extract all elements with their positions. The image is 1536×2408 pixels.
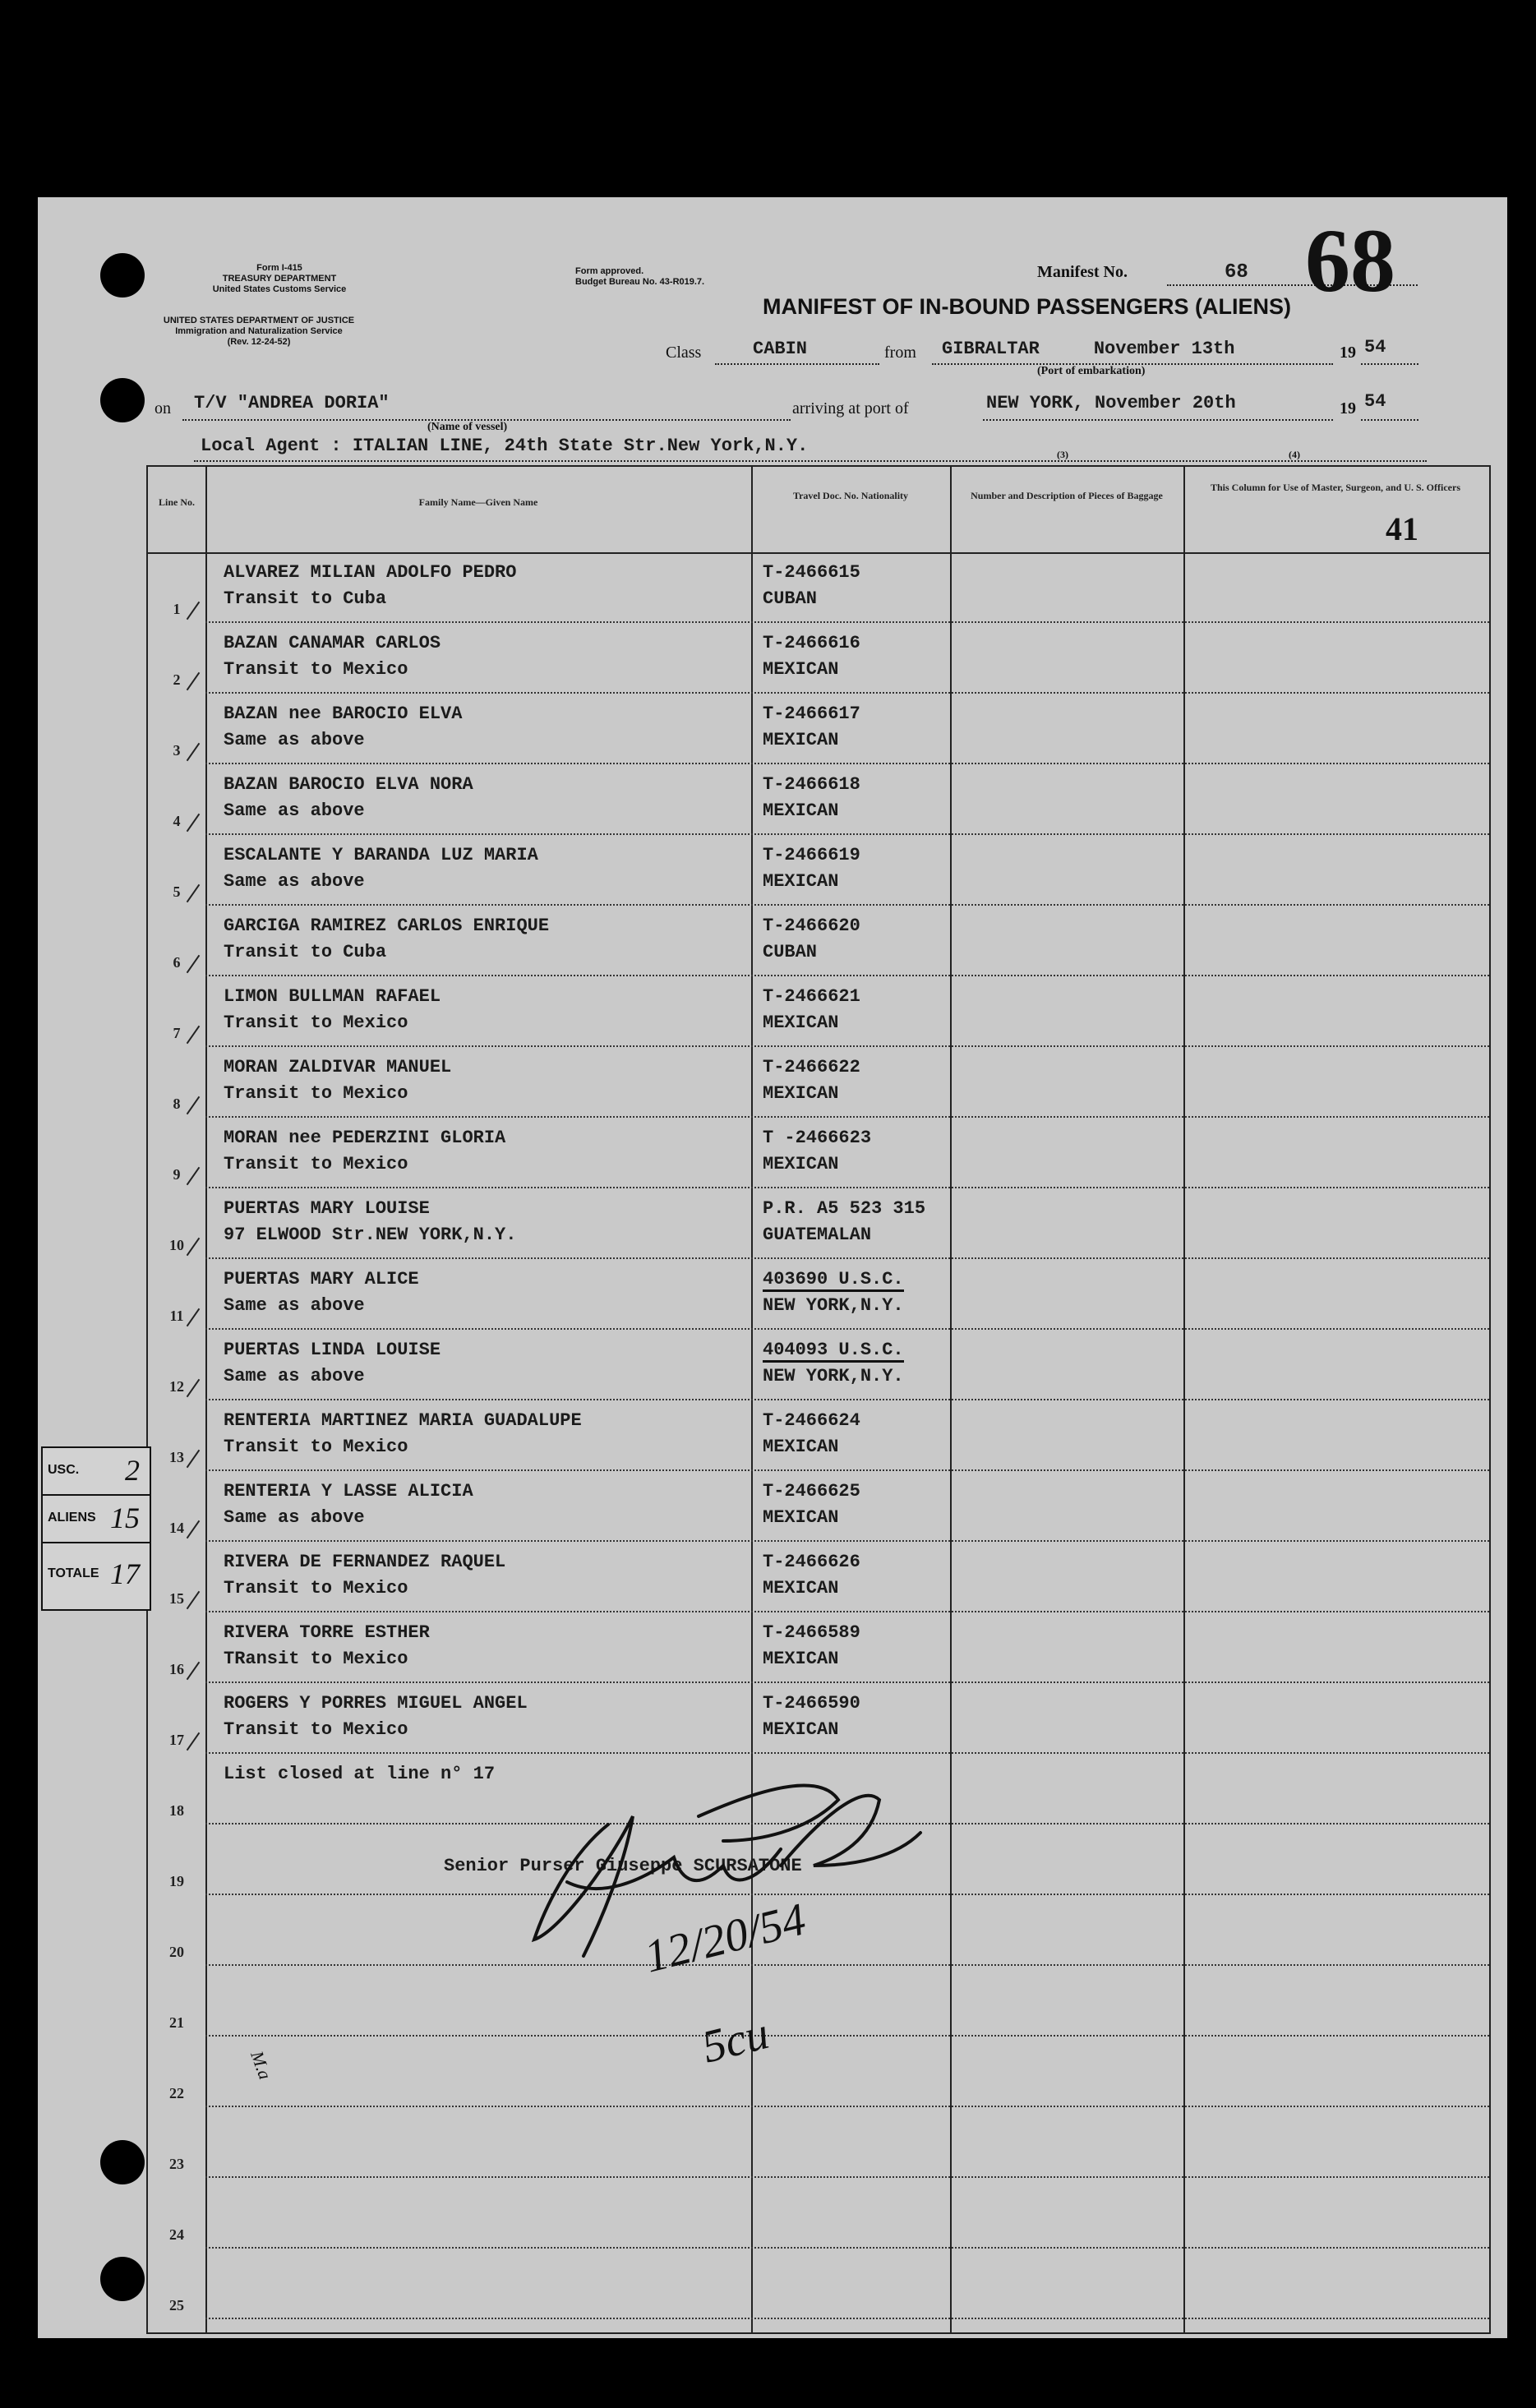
passenger-note: 97 ELWOOD Str.NEW YORK,N.Y. bbox=[224, 1225, 517, 1245]
nationality: MEXICAN bbox=[763, 1578, 839, 1598]
travel-doc-number: T-2466589 bbox=[763, 1622, 860, 1643]
nationality: CUBAN bbox=[763, 588, 818, 609]
line-number: 12 bbox=[169, 1378, 184, 1395]
nationality: NEW YORK,N.Y. bbox=[763, 1295, 904, 1316]
aliens-label: ALIENS bbox=[48, 1511, 96, 1525]
table-row bbox=[148, 1542, 1489, 1612]
col-baggage: Number and Description of Pieces of Baggage bbox=[971, 490, 1163, 501]
travel-doc-number: T-2466615 bbox=[763, 562, 860, 583]
passenger-name: GARCIGA RAMIREZ CARLOS ENRIQUE bbox=[224, 916, 550, 936]
passenger-name: List closed at line n° 17 bbox=[224, 1764, 496, 1784]
manifest-big-number: 68 bbox=[1305, 210, 1395, 311]
table-row bbox=[148, 1330, 1489, 1400]
form-number: Form I-415 bbox=[256, 263, 302, 273]
nationality: MEXICAN bbox=[763, 800, 839, 821]
travel-doc-number: T-2466590 bbox=[763, 1693, 860, 1714]
class-label: Class bbox=[666, 344, 702, 362]
passenger-name: RIVERA TORRE ESTHER bbox=[224, 1622, 430, 1643]
passenger-name: BAZAN BAROCIO ELVA NORA bbox=[224, 774, 473, 795]
margin-note: M.a bbox=[247, 2048, 276, 2083]
line-number: 1 bbox=[173, 601, 181, 617]
nationality: CUBAN bbox=[763, 942, 818, 962]
travel-doc-number: 403690 U.S.C. bbox=[763, 1269, 904, 1292]
passenger-name: PUERTAS MARY LOUISE bbox=[224, 1198, 430, 1219]
nationality: MEXICAN bbox=[763, 730, 839, 750]
travel-doc-number: T-2466621 bbox=[763, 986, 860, 1007]
travel-doc-number: T -2466623 bbox=[763, 1128, 872, 1148]
on-label: on bbox=[155, 399, 171, 417]
travel-doc-number: T-2466624 bbox=[763, 1410, 860, 1431]
line-number: 19 bbox=[169, 1873, 184, 1889]
passenger-note: Same as above bbox=[224, 800, 365, 821]
form-approved: Form approved. bbox=[575, 266, 644, 276]
nationality: GUATEMALAN bbox=[763, 1225, 872, 1245]
table-row bbox=[148, 906, 1489, 976]
line-number: 16 bbox=[169, 1661, 184, 1677]
col-name: Family Name—Given Name bbox=[418, 496, 538, 508]
table-row bbox=[148, 2249, 1489, 2319]
year-prefix-1: 19 bbox=[1340, 344, 1356, 362]
nationality: NEW YORK,N.Y. bbox=[763, 1366, 904, 1386]
row-rule bbox=[205, 2318, 1489, 2319]
col-line-no: Line No. bbox=[158, 496, 195, 508]
treasury-dept: TREASURY DEPARTMENT bbox=[222, 274, 337, 284]
nationality: MEXICAN bbox=[763, 1507, 839, 1528]
from-value: GIBRALTAR November 13th bbox=[942, 339, 1235, 359]
justice-header bbox=[131, 316, 386, 348]
passenger-note: Transit to Cuba bbox=[224, 942, 387, 962]
justice-dept: UNITED STATES DEPARTMENT OF JUSTICE bbox=[163, 316, 355, 325]
line-number: 17 bbox=[169, 1732, 184, 1748]
passenger-note: Transit to Mexico bbox=[224, 1437, 408, 1457]
table-row bbox=[148, 835, 1489, 906]
class-value: CABIN bbox=[753, 339, 808, 359]
handwritten-signature bbox=[510, 1767, 953, 2145]
totale-value: 17 bbox=[110, 1557, 140, 1590]
vessel-caption: (Name of vessel) bbox=[427, 421, 508, 433]
vessel-name: T/V "ANDREA DORIA" bbox=[194, 393, 390, 413]
passenger-name: BAZAN CANAMAR CARLOS bbox=[224, 633, 441, 653]
passenger-name: PUERTAS LINDA LOUISE bbox=[224, 1340, 441, 1360]
passenger-note: Transit to Mexico bbox=[224, 1719, 408, 1740]
aliens-tally bbox=[41, 1494, 151, 1543]
year-prefix-2: 19 bbox=[1340, 399, 1356, 417]
passenger-name: ESCALANTE Y BARANDA LUZ MARIA bbox=[224, 845, 538, 865]
table-row bbox=[148, 1612, 1489, 1683]
col-officers: This Column for Use of Master, Surgeon, and U. S. Officers bbox=[1210, 482, 1460, 493]
aliens-value: 15 bbox=[110, 1502, 140, 1534]
line-number: 7 bbox=[173, 1025, 181, 1041]
passenger-note: TRansit to Mexico bbox=[224, 1649, 408, 1669]
typed-signature: Senior Purser Giuseppe SCURSATONE bbox=[444, 1856, 802, 1876]
line-number: 15 bbox=[169, 1590, 184, 1607]
arriving-line bbox=[983, 419, 1333, 421]
totale-tally bbox=[41, 1542, 151, 1611]
passenger-note: Transit to Mexico bbox=[224, 1083, 408, 1104]
form-header-left bbox=[140, 263, 419, 295]
travel-doc-number: 404093 U.S.C. bbox=[763, 1340, 904, 1363]
agent-line bbox=[194, 460, 1427, 462]
usc-value: 2 bbox=[125, 1454, 140, 1487]
passenger-note: Same as above bbox=[224, 871, 365, 892]
table-row bbox=[148, 764, 1489, 835]
line-number: 20 bbox=[169, 1944, 184, 1960]
nationality: MEXICAN bbox=[763, 1719, 839, 1740]
table-row bbox=[148, 1188, 1489, 1259]
local-agent: Local Agent : ITALIAN LINE, 24th State Str.New York,N.Y. bbox=[201, 436, 809, 456]
travel-doc-number: T-2466622 bbox=[763, 1057, 860, 1077]
table-row bbox=[148, 623, 1489, 694]
line-number: 5 bbox=[173, 883, 181, 900]
punch-hole bbox=[100, 2257, 145, 2301]
passenger-note: Same as above bbox=[224, 1366, 365, 1386]
travel-doc-number: P.R. A5 523 315 bbox=[763, 1198, 926, 1219]
travel-doc-number: T-2466626 bbox=[763, 1552, 860, 1572]
line-number: 23 bbox=[169, 2156, 184, 2172]
table-row bbox=[148, 552, 1489, 623]
line-number: 21 bbox=[169, 2014, 184, 2031]
passenger-name: PUERTAS MARY ALICE bbox=[224, 1269, 419, 1289]
line-number: 11 bbox=[169, 1308, 184, 1324]
year-suffix-2: 54 bbox=[1364, 391, 1386, 412]
usc-tally bbox=[41, 1446, 151, 1496]
travel-doc-number: T-2466616 bbox=[763, 633, 860, 653]
travel-doc-number: T-2466619 bbox=[763, 845, 860, 865]
col-travel-doc: Travel Doc. No. Nationality bbox=[792, 490, 909, 501]
table-row bbox=[148, 1400, 1489, 1471]
passenger-name: ROGERS Y PORRES MIGUEL ANGEL bbox=[224, 1693, 528, 1714]
table-row bbox=[148, 1683, 1489, 1754]
passenger-name: LIMON BULLMAN RAFAEL bbox=[224, 986, 441, 1007]
nationality: MEXICAN bbox=[763, 1154, 839, 1174]
nationality: MEXICAN bbox=[763, 871, 839, 892]
year-suffix-1: 54 bbox=[1364, 337, 1386, 358]
year-line-1 bbox=[1361, 363, 1418, 365]
table-row bbox=[148, 1471, 1489, 1542]
manifest-title: MANIFEST OF IN-BOUND PASSENGERS (ALIENS) bbox=[763, 294, 1292, 319]
passenger-note: Same as above bbox=[224, 730, 365, 750]
passenger-name: BAZAN nee BAROCIO ELVA bbox=[224, 703, 463, 724]
margin-number: 41 bbox=[1386, 510, 1418, 547]
table-row bbox=[148, 976, 1489, 1047]
from-label: from bbox=[884, 344, 916, 362]
signature-date: 12/20/54 bbox=[639, 1894, 811, 1983]
budget-bureau: Budget Bureau No. 43-R019.7. bbox=[575, 277, 705, 287]
nationality: MEXICAN bbox=[763, 1649, 839, 1669]
table-row bbox=[148, 2178, 1489, 2249]
line-number: 9 bbox=[173, 1166, 181, 1183]
table-row bbox=[148, 1259, 1489, 1330]
travel-doc-number: T-2466617 bbox=[763, 703, 860, 724]
year-line-2 bbox=[1361, 419, 1418, 421]
nationality: MEXICAN bbox=[763, 1013, 839, 1033]
passenger-note: Transit to Cuba bbox=[224, 588, 387, 609]
nationality: MEXICAN bbox=[763, 659, 839, 680]
line-number: 4 bbox=[173, 813, 181, 829]
line-number: 8 bbox=[173, 1096, 181, 1112]
passenger-name: RENTERIA Y LASSE ALICIA bbox=[224, 1481, 473, 1502]
travel-doc-number: T-2466618 bbox=[763, 774, 860, 795]
passenger-name: ALVAREZ MILIAN ADOLFO PEDRO bbox=[224, 562, 517, 583]
line-number: 6 bbox=[173, 954, 181, 971]
line-number: 3 bbox=[173, 742, 181, 759]
revision-date: (Rev. 12-24-52) bbox=[227, 337, 291, 347]
table-row bbox=[148, 694, 1489, 764]
caption-3: (3) bbox=[1057, 449, 1068, 460]
line-number: 14 bbox=[169, 1520, 184, 1536]
passenger-note: Transit to Mexico bbox=[224, 1578, 408, 1598]
usc-label: USC. bbox=[48, 1463, 80, 1477]
punch-hole bbox=[100, 253, 145, 298]
punch-hole bbox=[100, 2140, 145, 2184]
nationality: MEXICAN bbox=[763, 1437, 839, 1457]
line-number: 18 bbox=[169, 1802, 184, 1819]
line-number: 24 bbox=[169, 2226, 184, 2243]
ins-service: Immigration and Naturalization Service bbox=[175, 326, 343, 336]
passenger-note: Transit to Mexico bbox=[224, 1154, 408, 1174]
manifest-no-label: Manifest No. bbox=[1037, 263, 1128, 281]
passenger-note: Same as above bbox=[224, 1295, 365, 1316]
travel-doc-number: T-2466625 bbox=[763, 1481, 860, 1502]
caption-4: (4) bbox=[1289, 449, 1300, 460]
table-row bbox=[148, 1118, 1489, 1188]
form-approval bbox=[575, 266, 704, 288]
line-number: 22 bbox=[169, 2085, 184, 2101]
passenger-name: MORAN nee PEDERZINI GLORIA bbox=[224, 1128, 506, 1148]
line-number: 2 bbox=[173, 671, 181, 688]
class-line bbox=[715, 363, 879, 365]
punch-hole bbox=[100, 378, 145, 422]
passenger-name: RIVERA DE FERNANDEZ RAQUEL bbox=[224, 1552, 506, 1572]
passenger-note: Transit to Mexico bbox=[224, 659, 408, 680]
table-row bbox=[148, 1047, 1489, 1118]
passenger-name: MORAN ZALDIVAR MANUEL bbox=[224, 1057, 452, 1077]
passenger-note: Same as above bbox=[224, 1507, 365, 1528]
port-embark-caption: (Port of embarkation) bbox=[1037, 365, 1146, 377]
manifest-no-value: 68 bbox=[1225, 261, 1248, 284]
line-number: 25 bbox=[169, 2297, 184, 2313]
arriving-label: arriving at port of bbox=[792, 399, 909, 417]
travel-doc-number: T-2466620 bbox=[763, 916, 860, 936]
nationality: MEXICAN bbox=[763, 1083, 839, 1104]
arriving-value: NEW YORK, November 20th bbox=[986, 393, 1236, 413]
signature-initials: 5cu bbox=[697, 2007, 774, 2074]
passenger-note: Transit to Mexico bbox=[224, 1013, 408, 1033]
customs-service: United States Customs Service bbox=[212, 284, 347, 294]
passenger-name: RENTERIA MARTINEZ MARIA GUADALUPE bbox=[224, 1410, 582, 1431]
line-number: 10 bbox=[169, 1237, 184, 1253]
totale-label: TOTALE bbox=[48, 1566, 99, 1580]
line-number: 13 bbox=[169, 1449, 184, 1465]
